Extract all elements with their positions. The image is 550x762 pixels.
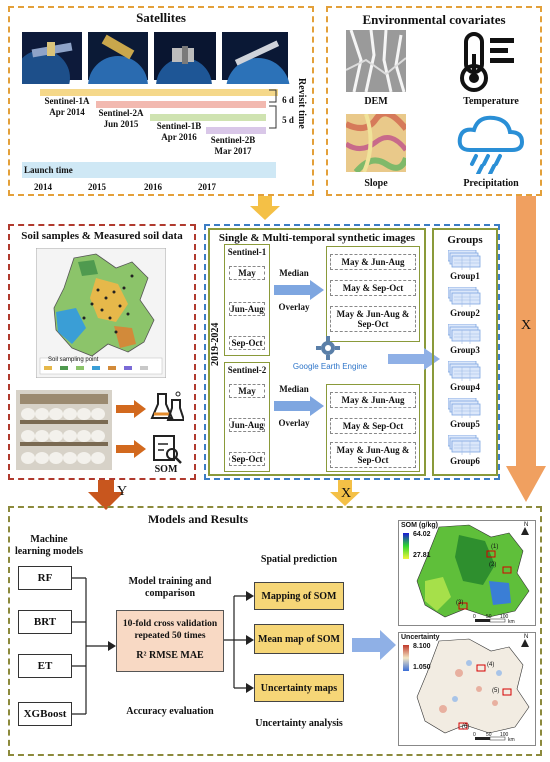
- som-scale-50: 50: [486, 614, 492, 620]
- unc-map-max: 8.100: [413, 643, 431, 650]
- som-scale-0: 0: [473, 614, 476, 620]
- som-label-1: (1): [491, 544, 499, 550]
- unc-label-4: (4): [487, 662, 495, 668]
- s2-comp-all: May & Jun-Aug & Sep-Oct: [330, 442, 416, 468]
- sentinel-1-label: Sentinel-1: [227, 247, 267, 257]
- gear-icon: [316, 336, 340, 360]
- sentinel-1a-label: Sentinel-1A Apr 2014: [44, 96, 90, 117]
- group-stack-icon: [448, 361, 482, 381]
- som-label-2: (2): [489, 562, 497, 568]
- som-label: SOM: [154, 464, 178, 475]
- output-uncertainty: Uncertainty maps: [254, 674, 344, 702]
- arrow-x-right-label: X: [520, 318, 532, 333]
- sentinel-2a-label: Sentinel-2A Jun 2015: [98, 108, 144, 129]
- precipitation-icon: [456, 112, 526, 174]
- sentinel-2b-bar: [206, 127, 266, 134]
- s2-period-sep-oct: Sep-Oct: [229, 452, 265, 466]
- output-mean-map: Mean map of SOM: [254, 624, 344, 654]
- som-scale-unit: km: [508, 619, 515, 625]
- imagery-title: Single & Multi-temporal synthetic images: [218, 232, 416, 244]
- s2-overlay: Overlay: [278, 418, 310, 428]
- accuracy-label: Accuracy evaluation: [126, 706, 214, 717]
- ml-heading: Machine learning models: [14, 534, 84, 557]
- arrow-right-lab: [116, 400, 146, 418]
- year-2014: 2014: [34, 182, 52, 192]
- satellites-title: Satellites: [136, 10, 186, 25]
- s1-period-may: May: [229, 266, 265, 280]
- slope-image: [346, 114, 406, 172]
- unc-label-6: (6): [462, 724, 470, 730]
- output-mapping: Mapping of SOM: [254, 582, 344, 610]
- group-label: Group5: [450, 419, 480, 429]
- lab-flask-icon: [150, 390, 184, 424]
- s2-period-may: May: [229, 384, 265, 398]
- results-connector: [224, 588, 254, 696]
- group-label: Group3: [450, 345, 480, 355]
- group-stack-icon: [448, 287, 482, 307]
- dem-label: DEM: [364, 96, 388, 107]
- ml-rf: RF: [18, 566, 72, 590]
- som-map-max: 64.02: [413, 531, 431, 538]
- s2-arrow: [274, 396, 324, 416]
- unc-map-title: Uncertainty: [401, 634, 440, 641]
- models-title: Models and Results: [147, 512, 248, 526]
- dem-image: [346, 30, 406, 92]
- spatial-label: Spatial prediction: [260, 554, 338, 565]
- s2-period-jun-aug: Jun-Aug: [230, 420, 264, 430]
- group-label: Group6: [450, 456, 480, 466]
- s1-period-sep-oct: Sep-Oct: [229, 336, 265, 350]
- group-label: Group2: [450, 308, 480, 318]
- temperature-label: Temperature: [463, 96, 519, 107]
- temperature-icon: [458, 30, 522, 92]
- arrow-y-label: Y: [116, 484, 128, 499]
- som-north: N: [524, 522, 529, 528]
- slope-label: Slope: [364, 178, 388, 189]
- revisit-time-label: Revisit time: [296, 78, 307, 129]
- s1-comp-may-sepoct: May & Sep-Oct: [330, 280, 416, 296]
- unc-scale-50: 50: [486, 732, 492, 738]
- unc-label-5: (5): [492, 688, 500, 694]
- group-stack-icon: [448, 324, 482, 344]
- som-map-title: SOM (g/kg): [401, 522, 438, 529]
- gee-label: Google Earth Engine: [292, 362, 368, 371]
- sentinel-2a-bar: [96, 101, 266, 108]
- arrow-to-maps: [352, 630, 396, 660]
- s1-comp-all: May & Jun-Aug & Sep-Oct: [330, 306, 416, 332]
- precipitation-label: Precipitation: [463, 178, 519, 189]
- som-map-min: 27.81: [413, 552, 431, 559]
- s1-overlay: Overlay: [278, 302, 310, 312]
- metrics-text: R² RMSE MAE: [136, 650, 204, 661]
- revisit-6d: 6 d: [282, 95, 294, 105]
- s2-median: Median: [279, 384, 309, 394]
- sentinel-1b-bar: [150, 114, 266, 121]
- ml-xgboost: XGBoost: [18, 702, 72, 726]
- ml-connector: [72, 570, 116, 720]
- year-2016: 2016: [144, 182, 162, 192]
- arrow-x-right: [506, 196, 546, 502]
- group-stack-icon: [448, 435, 482, 455]
- soil-samples-photo: [16, 390, 112, 470]
- year-2015: 2015: [88, 182, 106, 192]
- s1-comp-may-junaug: May & Jun-Aug: [330, 254, 416, 270]
- som-scale-100: 100: [500, 614, 509, 620]
- env-title: Environmental covariates: [362, 12, 506, 27]
- arrow-down-satellites: [250, 196, 280, 220]
- sentinel-1a-bar: [40, 89, 278, 96]
- training-label: Model training and comparison: [128, 576, 212, 599]
- year-2017: 2017: [198, 182, 216, 192]
- revisit-5d: 5 d: [282, 115, 294, 125]
- unc-scale-0: 0: [473, 732, 476, 738]
- som-label-3: (3): [456, 600, 464, 606]
- sentinel-2-label: Sentinel-2: [227, 365, 267, 375]
- groups-title: Groups: [447, 234, 483, 246]
- imagery-years: 2019-2024: [210, 322, 221, 366]
- s1-arrow: [274, 280, 324, 300]
- unc-scale-unit: km: [508, 737, 515, 743]
- unc-map-min: 1.050: [413, 664, 431, 671]
- launch-time-label: Launch time: [24, 165, 73, 175]
- group-stack-icon: [448, 398, 482, 418]
- group-label: Group1: [450, 271, 480, 281]
- soil-map-legend: Soil sampling point: [48, 357, 99, 363]
- s2-comp-may-junaug: May & Jun-Aug: [330, 392, 416, 408]
- s2-comp-may-sepoct: May & Sep-Oct: [330, 418, 416, 434]
- som-document-icon: [152, 434, 182, 464]
- s1-period-jun-aug: Jun-Aug: [230, 304, 264, 314]
- ml-brt: BRT: [18, 610, 72, 634]
- sentinel-1b-label: Sentinel-1B Apr 2016: [156, 121, 202, 142]
- soil-title: Soil samples & Measured soil data: [21, 230, 183, 242]
- ml-et: ET: [18, 654, 72, 678]
- group-label: Group4: [450, 382, 480, 392]
- unc-scale-100: 100: [500, 732, 509, 738]
- unc-north: N: [524, 634, 529, 640]
- sentinel-2b-label: Sentinel-2B Mar 2017: [210, 135, 256, 156]
- s1-median: Median: [279, 268, 309, 278]
- group-stack-icon: [448, 250, 482, 270]
- uncertainty-analysis-label: Uncertainty analysis: [255, 718, 343, 729]
- arrow-x-mid-label: X: [340, 486, 352, 501]
- cv-text: 10-fold cross validation repeated 50 times: [122, 619, 218, 641]
- satellite-images: [22, 28, 290, 84]
- arrow-right-som: [116, 440, 146, 458]
